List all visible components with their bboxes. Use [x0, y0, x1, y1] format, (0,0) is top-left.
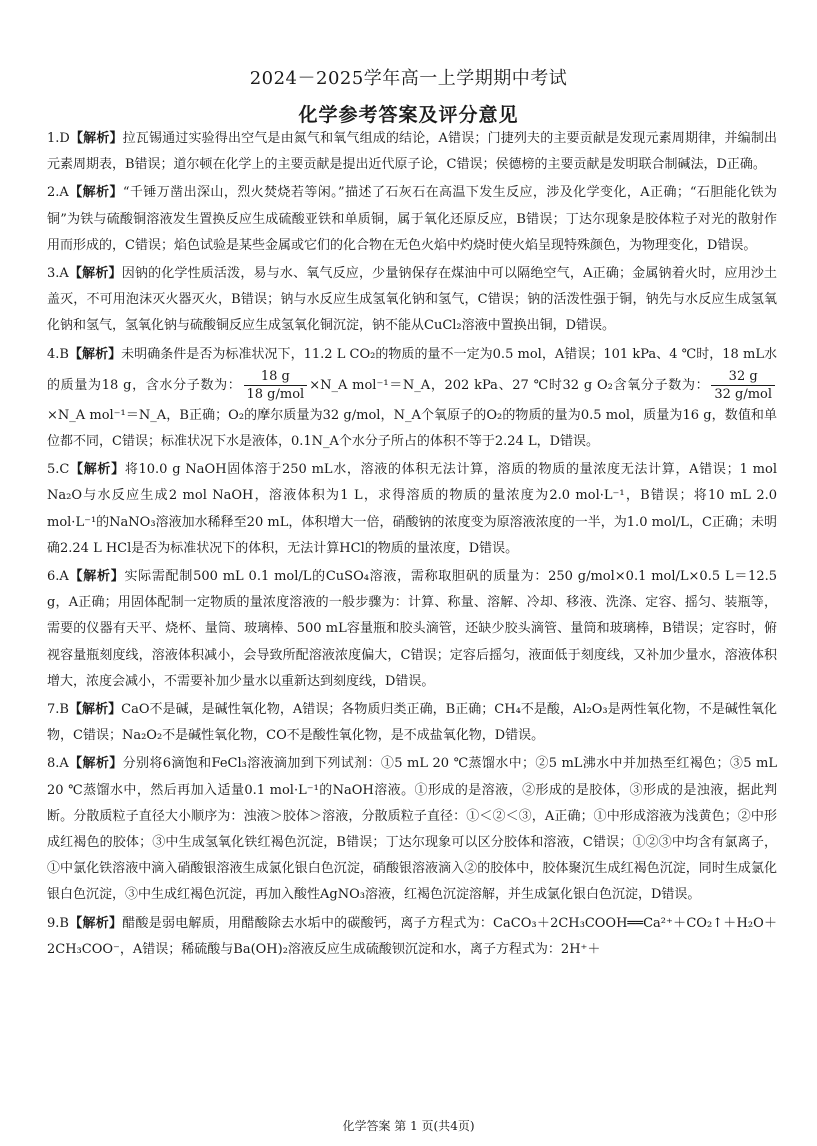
answer-item-3 — [47, 261, 777, 340]
analysis-tag: 【解析】 — [69, 131, 123, 146]
answer-number: 5.C — [47, 462, 70, 478]
analysis-tag: 【解析】 — [68, 569, 125, 585]
answer-body — [47, 126, 777, 965]
answer-item-5 — [47, 457, 777, 562]
analysis-tag: 【解析】 — [68, 266, 122, 282]
analysis-tag: 【解析】 — [68, 756, 123, 772]
answer-number: 2.A — [47, 185, 69, 201]
answer-item-4 — [47, 342, 777, 456]
analysis-text: “千锤万凿出深山，烈火焚烧若等闲。”描述了石灰石在高温下发生反应，涉及化学变化，A正确；“石胆能化铁为铜”为铁与硫酸铜溶液发生置换反应生成硫酸亚铁和单质铜，属于氧化还原反应，B错误；丁达尔现象是胶体粒子对光的散射作用而形成的，C错误；焰色试验是某些金属或它们的化合物在无色火焰中灼烧时使火焰呈现特殊颜色，为物理变化，D错误。 — [47, 185, 777, 253]
answer-number: 7.B — [47, 702, 69, 718]
answer-number: 4.B — [47, 346, 69, 362]
analysis-text: 拉瓦锡通过实验得出空气是由氮气和氧气组成的结论，A错误；门捷列夫的主要贡献是发现元素周期律，并编制出元素周期表，B错误；道尔顿在化学上的主要贡献是提出近代原子论，C错误；侯德榜的主要贡献是发明联合制碱法，D正确。 — [47, 131, 777, 173]
page-subtitle: 化学参考答案及评分意见 — [298, 104, 519, 126]
page-title: 2024－2025学年高一上学期期中考试 — [249, 68, 568, 89]
analysis-text: 醋酸是弱电解质，用醋酸除去水垢中的碳酸钙，离子方程式为：CaCO₃＋2CH₃COOH══Ca²⁺＋CO₂↑＋H₂O＋2CH₃COO⁻，A错误；稀硫酸与Ba(OH)₂溶液反应生成硫酸钡沉淀和水，离子方程式为：2H⁺＋ — [47, 915, 777, 957]
answer-item-6 — [47, 564, 777, 695]
answer-item-9 — [47, 911, 777, 963]
answer-number: 6.A — [47, 569, 69, 585]
analysis-text-part-b: ×N_A mol⁻¹＝N_A，202 kPa、27 ℃时32 g O₂含氧分子数为： — [309, 377, 710, 393]
analysis-text-part-a: 未明确条件是否为标准状况下，11.2 L CO₂的物质的量不一定为0.5 mol，A错误；101 kPa、4 ℃时，18 mL水的质量为18 g，含水分子数为： — [47, 346, 777, 393]
answer-number: 9.B — [47, 915, 69, 931]
analysis-text: 实际需配制500 mL 0.1 mol/L的CuSO₄溶液，需称取胆矾的质量为：250 g/mol×0.1 mol/L×0.5 L＝12.5 g，A正确；用固体配制一定物质的量浓度溶液的一般步骤为：计算、称量、溶解、冷却、移液、洗涤、定容、摇匀、装瓶等，需要的仪器有天平、烧杯、量筒、玻璃棒、500 mL容量瓶和胶头滴管，还缺少胶头滴管、量筒和玻璃棒，B错误；定容时，俯视容量瓶刻度线，溶液体积减小，会导致所配溶液浓度偏大，C错误；定容后摇匀，液面低于刻度线，又补加少量水，溶液体积增大，浓度会减小，不需要补加少量水以重新达到刻度线，D错误。 — [47, 569, 777, 689]
answer-item-1 — [47, 126, 777, 178]
analysis-text: CaO不是碱，是碱性氧化物，A错误；各物质归类正确，B正确；CH₄不是酸，Al₂O₃是两性氧化物，不是碱性氧化物，C错误；Na₂O₂不是碱性氧化物，CO不是酸性氧化物，是不成盐氧化物，D错误。 — [47, 702, 777, 744]
fraction-denominator: 18 g/mol — [246, 386, 305, 402]
analysis-tag: 【解析】 — [68, 346, 122, 362]
analysis-tag: 【解析】 — [68, 915, 123, 931]
answer-number: 3.A — [47, 266, 69, 282]
fraction-numerator: 32 g — [711, 368, 775, 386]
answer-item-2 — [47, 180, 777, 259]
analysis-tag: 【解析】 — [69, 462, 125, 478]
answer-number: 1.D — [47, 131, 70, 146]
answer-item-8 — [47, 751, 777, 908]
answer-item-7 — [47, 697, 777, 749]
analysis-tag: 【解析】 — [68, 702, 122, 718]
analysis-text: 分别将6滴饱和FeCl₃溶液滴加到下列试剂：①5 mL 20 ℃蒸馏水中；②5 mL沸水中并加热至红褐色；③5 mL 20 ℃蒸馏水中，然后再加入适量0.1 mol·L⁻¹的NaOH溶液。①形成的是溶液，②形成的是胶体，③形成的是浊液，据此判断。分散质粒子直径大小顺序为：浊液＞胶体＞溶液，分散质粒子直径：①＜②＜③，A正确；①中形成溶液为浅黄色；②中形成红褐色的胶体；③中生成氢氧化铁红褐色沉淀，B错误；丁达尔现象可以区分胶体和溶液，C错误；①②③中均含有氯离子，①中氯化铁溶液中滴入硝酸银溶液生成氯化银白色沉淀，硝酸银溶液滴入②的胶体中，胶体聚沉生成红褐色沉淀，同时生成氯化银白色沉淀，③中生成红褐色沉淀，再加入酸性AgNO₃溶液，红褐色沉淀溶解，并生成氯化银白色沉淀，D错误。 — [47, 756, 777, 903]
analysis-text: 将10.0 g NaOH固体溶于250 mL水，溶液的体积无法计算，溶质的物质的量浓度无法计算，A错误；1 mol Na₂O与水反应生成2 mol NaOH，溶液体积为1 L，求得溶质的物质的量浓度为2.0 mol·L⁻¹，B错误；将10 mL 2.0 mol·L⁻¹的NaNO₃溶液加水稀释至20 mL，体积增大一倍，硝酸钠的浓度变为原溶液浓度的一半，为1.0 mol/L，C正确；未明确2.24 L HCl是否为标准状况下的体积，无法计算HCl的物质的量浓度，D错误。 — [47, 462, 777, 556]
fraction-numerator: 18 g — [244, 368, 308, 386]
fraction-oxygen-moles — [711, 368, 775, 403]
analysis-tag: 【解析】 — [68, 185, 123, 201]
analysis-text-part-c: ×N_A mol⁻¹＝N_A，B正确；O₂的摩尔质量为32 g/mol，N_A个氧原子的O₂的物质的量为0.5 mol，质量为16 g，数值和单位都不同，C错误；标准状况下水是液体，0.1N_A个水分子所占的体积不等于2.24 L，D错误。 — [47, 407, 777, 450]
answer-number: 8.A — [47, 756, 69, 772]
analysis-text: 因钠的化学性质活泼，易与水、氧气反应，少量钠保存在煤油中可以隔绝空气，A正确；金属钠着火时，应用沙土盖灭，不可用泡沫灭火器灭火，B错误；钠与水反应生成氢氧化钠和氢气，C错误；钠的活泼性强于铜，钠先与水反应生成氢氧化钠和氢气，氢氧化钠与硫酸铜反应生成氢氧化铜沉淀，钠不能从CuCl₂溶液中置换出铜，D错误。 — [47, 266, 777, 334]
fraction-water-moles — [244, 368, 308, 403]
fraction-denominator: 32 g/mol — [714, 386, 773, 402]
page-footer: 化学答案 第 1 页(共4页) — [342, 1119, 475, 1133]
